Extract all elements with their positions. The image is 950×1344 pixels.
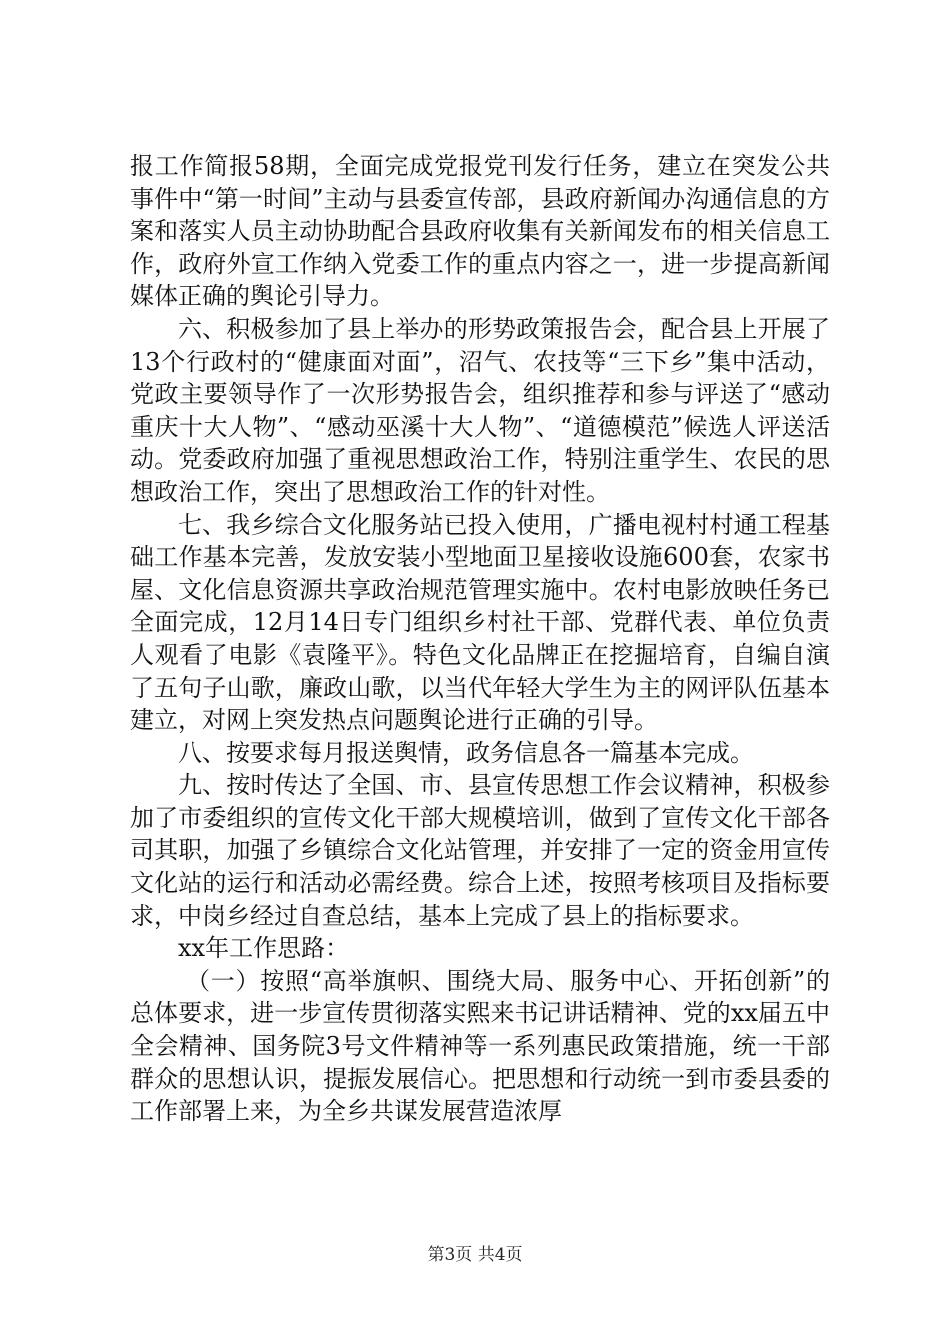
paragraph-item-7: 七、我乡综合文化服务站已投入使用，广播电视村村通工程基础工作基本完善，发放安装小型地面卫星接收设施600套，农家书屋、文化信息资源共享政治规范管理实施中。农村电影放映任务已全面完成，12月14日专门组织乡村社干部、党群代表、单位负责人观看了电影《袁隆平》。特色文化品牌正在挖掘培育，自编自演了五句子山歌，廉政山歌，以当代年轻大学生为主的网评队伍基本建立，对网上突发热点问题舆论进行正确的引导。 — [130, 510, 830, 735]
paragraph-item-8: 八、按要求每月报送舆情，政务信息各一篇基本完成。 — [178, 738, 754, 767]
paragraph-item-9: 九、按时传达了全国、市、县宣传思想工作会议精神，积极参加了市委组织的宣传文化干部大规模培训，做到了宣传文化干部各司其职，加强了乡镇综合文化站管理，并安排了一定的资金用宣传文化站的运行和活动必需经费。综合上述，按照考核项目及指标要求，中岗乡经过自查总结，基本上完成了县上的指标要求。 — [130, 771, 830, 930]
page-number-footer: 第3页 共4页 — [427, 1245, 523, 1265]
paragraph-item-6: 六、积极参加了县上举办的形势政策报告会，配合县上开展了13个行政村的“健康面对面”，沼气、农技等“三下乡”集中活动，党政主要领导作了一次形势报告会，组织推荐和参与评送了“感动重庆十大人物”、“感动巫溪十大人物”、“道德模范”候选人评送活动。党委政府加强了重视思想政治工作，特别注重学生、农民的思想政治工作，突出了思想政治工作的针对性。 — [130, 314, 830, 506]
section-heading: xx年工作思路： — [178, 934, 350, 963]
paragraph-plan-1: （一）按照“高举旗帜、围绕大局、服务中心、开拓创新”的总体要求，进一步宣传贯彻落实熙来书记讲话精神、党的xx届五中全会精神、国务院3号文件精神等一系列惠民政策措施，统一干部群众的思想认识，提振发展信心。把思想和行动统一到市委县委的工作部署上来，为全乡共谋发展营造浓厚 — [130, 966, 830, 1126]
document-body — [130, 150, 830, 1128]
paragraph-continued: 报工作简报58期，全面完成党报党刊发行任务，建立在突发公共事件中“第一时间”主动与县委宣传部，县政府新闻办沟通信息的方案和落实人员主动协助配合县政府收集有关新闻发布的相关信息工作，政府外宣工作纳入党委工作的重点内容之一，进一步提高新闻媒体正确的舆论引导力。 — [130, 152, 830, 311]
